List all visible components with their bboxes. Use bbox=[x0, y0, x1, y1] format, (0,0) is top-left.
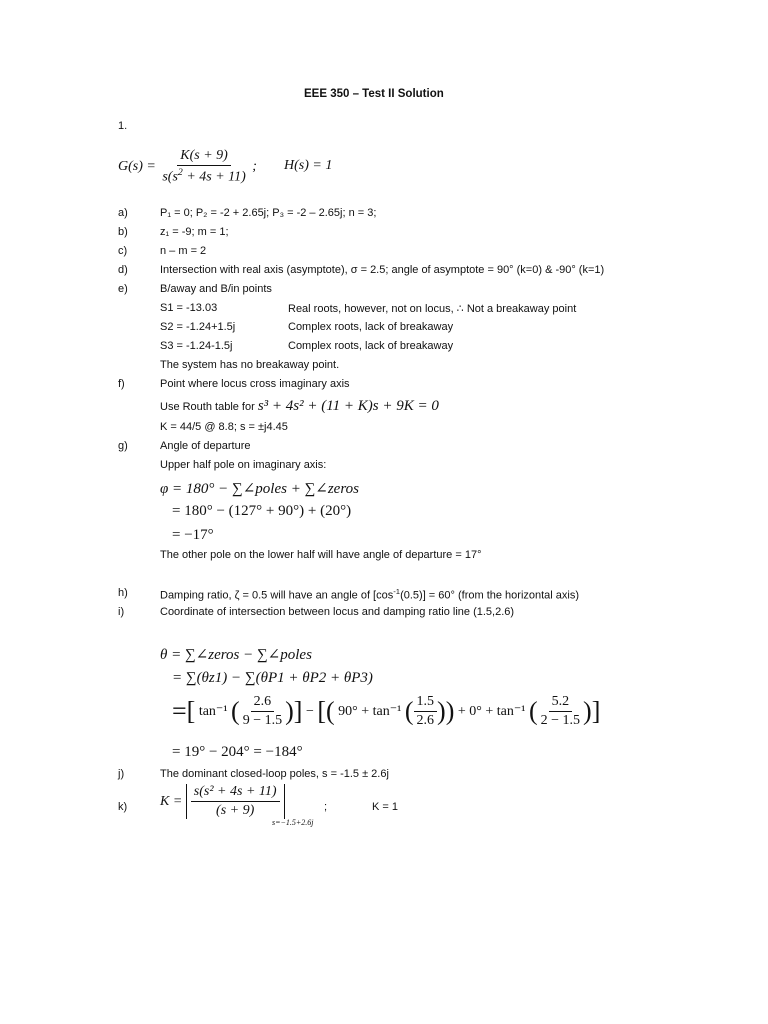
g-numerator: K(s + 9) bbox=[177, 148, 231, 166]
eq3-mid2: + 0° + tan⁻¹ bbox=[457, 703, 526, 719]
departure-eq3: = −17° bbox=[172, 527, 214, 543]
eq3-frac1 bbox=[240, 694, 285, 729]
item-text-f: Point where locus cross imaginary axis bbox=[160, 378, 350, 390]
item-label-j: j) bbox=[118, 768, 125, 780]
g-den-b: + 4s + 11) bbox=[182, 169, 246, 185]
item-label-c: c) bbox=[118, 245, 128, 257]
item-label-e: e) bbox=[118, 283, 128, 295]
eq3-frac2-num: 1.5 bbox=[414, 694, 438, 712]
angle-eq3: =[ tan⁻¹ ( $\frac{2.6}{9 - 1.5}$ )] − [( 90° + tan⁻¹ ( $\frac{1.5}{2.6}$ )) + 0° + tan⁻¹ ( $\frac{5.2}{2 - 1.5}$ )] bbox=[172, 694, 601, 729]
item-text-h bbox=[160, 587, 579, 602]
routh-prefix: Use Routh table for bbox=[160, 401, 255, 413]
g-denominator bbox=[159, 166, 248, 186]
h-text-sup: -1 bbox=[393, 587, 401, 596]
item-label-g: g) bbox=[118, 440, 128, 452]
angle-eq4: = 19° − 204° = −184° bbox=[172, 744, 303, 760]
item-text-d: Intersection with real axis (asymptote), σ = 2.5; angle of asymptote = 90° (k=0) & -90° (k=1) bbox=[160, 264, 605, 276]
breakaway-s1: S1 = -13.03 bbox=[160, 302, 218, 314]
angle-eq2: = ∑(θz1) − ∑(θP1 + θP2 + θP3) bbox=[172, 670, 373, 686]
gain-lhs: K = bbox=[160, 793, 183, 809]
item-label-h: h) bbox=[118, 587, 128, 599]
gain-numerator: s(s² + 4s + 11) bbox=[191, 784, 280, 802]
eq3-frac3-den: 2 − 1.5 bbox=[540, 713, 581, 729]
g-den-sup: 2 bbox=[177, 167, 183, 179]
breakaway-s1-desc: Real roots, however, not on locus, ∴ Not a breakaway point bbox=[288, 303, 577, 315]
breakaway-s3: S3 = -1.24-1.5j bbox=[160, 340, 233, 352]
eq3-frac3 bbox=[538, 694, 583, 729]
item-text-j: The dominant closed-loop poles, s = -1.5 ± 2.6j bbox=[160, 768, 389, 780]
eq3-mid: 90° + tan⁻¹ bbox=[338, 703, 402, 719]
item-text-e: B/away and B/in points bbox=[160, 283, 272, 295]
gain-denominator: (s + 9) bbox=[216, 803, 255, 819]
item-label-b: b) bbox=[118, 226, 128, 238]
angle-eq1: θ = ∑∠zeros − ∑∠poles bbox=[160, 647, 312, 663]
eq3-frac3-num: 5.2 bbox=[549, 694, 573, 712]
departure-eq2: = 180° − (127° + 90°) + (20°) bbox=[172, 503, 352, 519]
item-text-b: z₁ = -9; m = 1; bbox=[160, 226, 229, 238]
transfer-function-G bbox=[118, 148, 257, 186]
breakaway-s2-desc: Complex roots, lack of breakaway bbox=[288, 321, 454, 333]
item-label-a: a) bbox=[118, 207, 128, 219]
gain-result: K = 1 bbox=[372, 801, 398, 813]
gain-abs bbox=[186, 784, 285, 819]
gain-subscript: s=−1.5+2.6j bbox=[272, 818, 314, 827]
h-text-a: Damping ratio, ζ = 0.5 will have an angle of [cos bbox=[160, 589, 394, 602]
eq3-frac2 bbox=[414, 694, 438, 729]
routh-line bbox=[160, 398, 439, 415]
eq3-tan: tan⁻¹ bbox=[198, 703, 228, 719]
breakaway-s3-desc: Complex roots, lack of breakaway bbox=[288, 340, 454, 352]
item-text-c: n – m = 2 bbox=[160, 245, 207, 257]
departure-sub: Upper half pole on imaginary axis: bbox=[160, 459, 327, 471]
eq3-frac2-den: 2.6 bbox=[416, 713, 435, 729]
transfer-function-H: H(s) = 1 bbox=[284, 158, 333, 173]
item-label-i: i) bbox=[118, 606, 125, 618]
item-text-a: P₁ = 0; P₂ = -2 + 2.65j; P₃ = -2 – 2.65j; n = 3; bbox=[160, 207, 377, 219]
eq3-frac1-num: 2.6 bbox=[251, 694, 275, 712]
g-separator: ; bbox=[252, 159, 257, 175]
item-text-g: Angle of departure bbox=[160, 440, 251, 452]
routh-equation: s³ + 4s² + (11 + K)s + 9K = 0 bbox=[257, 398, 439, 414]
item-text-i: Coordinate of intersection between locus and damping ratio line (1.5,2.6) bbox=[160, 606, 515, 618]
h-text-b: (0.5)] = 60° (from the horizontal axis) bbox=[400, 589, 580, 602]
item-label-d: d) bbox=[118, 264, 128, 276]
g-den-a: s(s bbox=[162, 169, 178, 185]
departure-eq1: φ = 180° − ∑∠poles + ∑∠zeros bbox=[160, 481, 359, 497]
item-label-k: k) bbox=[118, 801, 128, 813]
g-fraction bbox=[159, 148, 248, 186]
breakaway-conclusion: The system has no breakaway point. bbox=[160, 359, 340, 371]
g-lhs: G(s) = bbox=[118, 159, 156, 175]
routh-result: K = 44/5 @ 8.8; s = ±j4.45 bbox=[160, 421, 288, 433]
departure-note: The other pole on the lower half will have angle of departure = 17° bbox=[160, 549, 482, 561]
gain-separator: ; bbox=[324, 801, 328, 813]
gain-fraction bbox=[191, 784, 280, 819]
item-label-f: f) bbox=[118, 378, 125, 390]
question-number: 1. bbox=[118, 120, 128, 132]
breakaway-s2: S2 = -1.24+1.5j bbox=[160, 321, 236, 333]
eq3-frac1-den: 9 − 1.5 bbox=[242, 713, 283, 729]
gain-equation bbox=[160, 784, 285, 819]
page-title: EEE 350 – Test II Solution bbox=[304, 88, 444, 100]
